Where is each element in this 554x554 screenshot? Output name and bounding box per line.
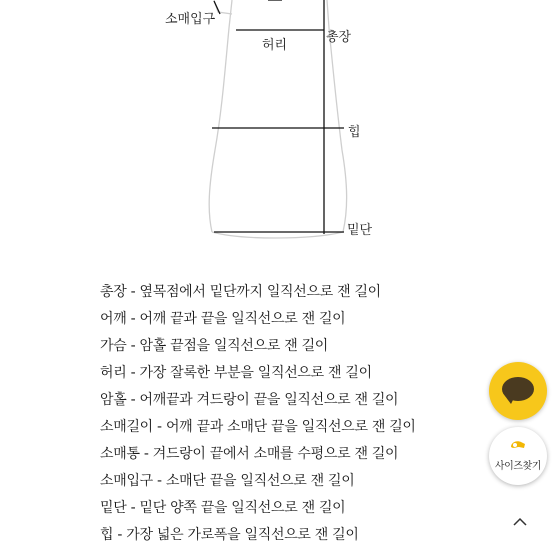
- definition-armhole: 암홀 - 어깨끝과 겨드랑이 끝을 일직선으로 잰 길이: [100, 392, 399, 408]
- definition-chest: 가슴 - 암홀 끝점을 일직선으로 잰 길이: [100, 338, 329, 354]
- tape-measure-icon: [509, 438, 527, 452]
- definition-shoulder: 어깨 - 어깨 끝과 끝을 일직선으로 잰 길이: [100, 311, 346, 327]
- hem-label: 밑단: [347, 223, 373, 238]
- chevron-up-icon[interactable]: [508, 510, 532, 534]
- definition-hem: 밑단 - 밑단 양쪽 끝을 일직선으로 잰 길이: [100, 500, 346, 516]
- definition-total-length: 총장 - 옆목점에서 밑단까지 일직선으로 잰 길이: [100, 284, 381, 300]
- definition-waist: 허리 - 가장 잘록한 부분을 일직선으로 잰 길이: [100, 365, 372, 381]
- hip-label: 힙: [348, 125, 361, 140]
- waist-label: 허리: [262, 38, 288, 53]
- definition-sleeve-length: 소매길이 - 어깨 끝과 소매단 끝을 일직선으로 잰 길이: [100, 419, 416, 435]
- definition-sleeve-width: 소매통 - 겨드랑이 끝에서 소매를 수평으로 잰 길이: [100, 446, 399, 462]
- chat-button[interactable]: [489, 362, 547, 420]
- definition-hip: 힙 - 가장 넓은 가로폭을 일직선으로 잰 길이: [100, 527, 359, 543]
- size-finder-button[interactable]: [489, 427, 547, 485]
- dress-outline-left: [209, 0, 232, 232]
- definition-sleeve-opening: 소매입구 - 소매단 끝을 일직선으로 잰 길이: [100, 473, 355, 489]
- sleeve-opening-label: 소매입구: [165, 12, 216, 27]
- size-finder-label: 사이즈찾기: [494, 461, 542, 472]
- total-length-label: 총장: [326, 30, 352, 45]
